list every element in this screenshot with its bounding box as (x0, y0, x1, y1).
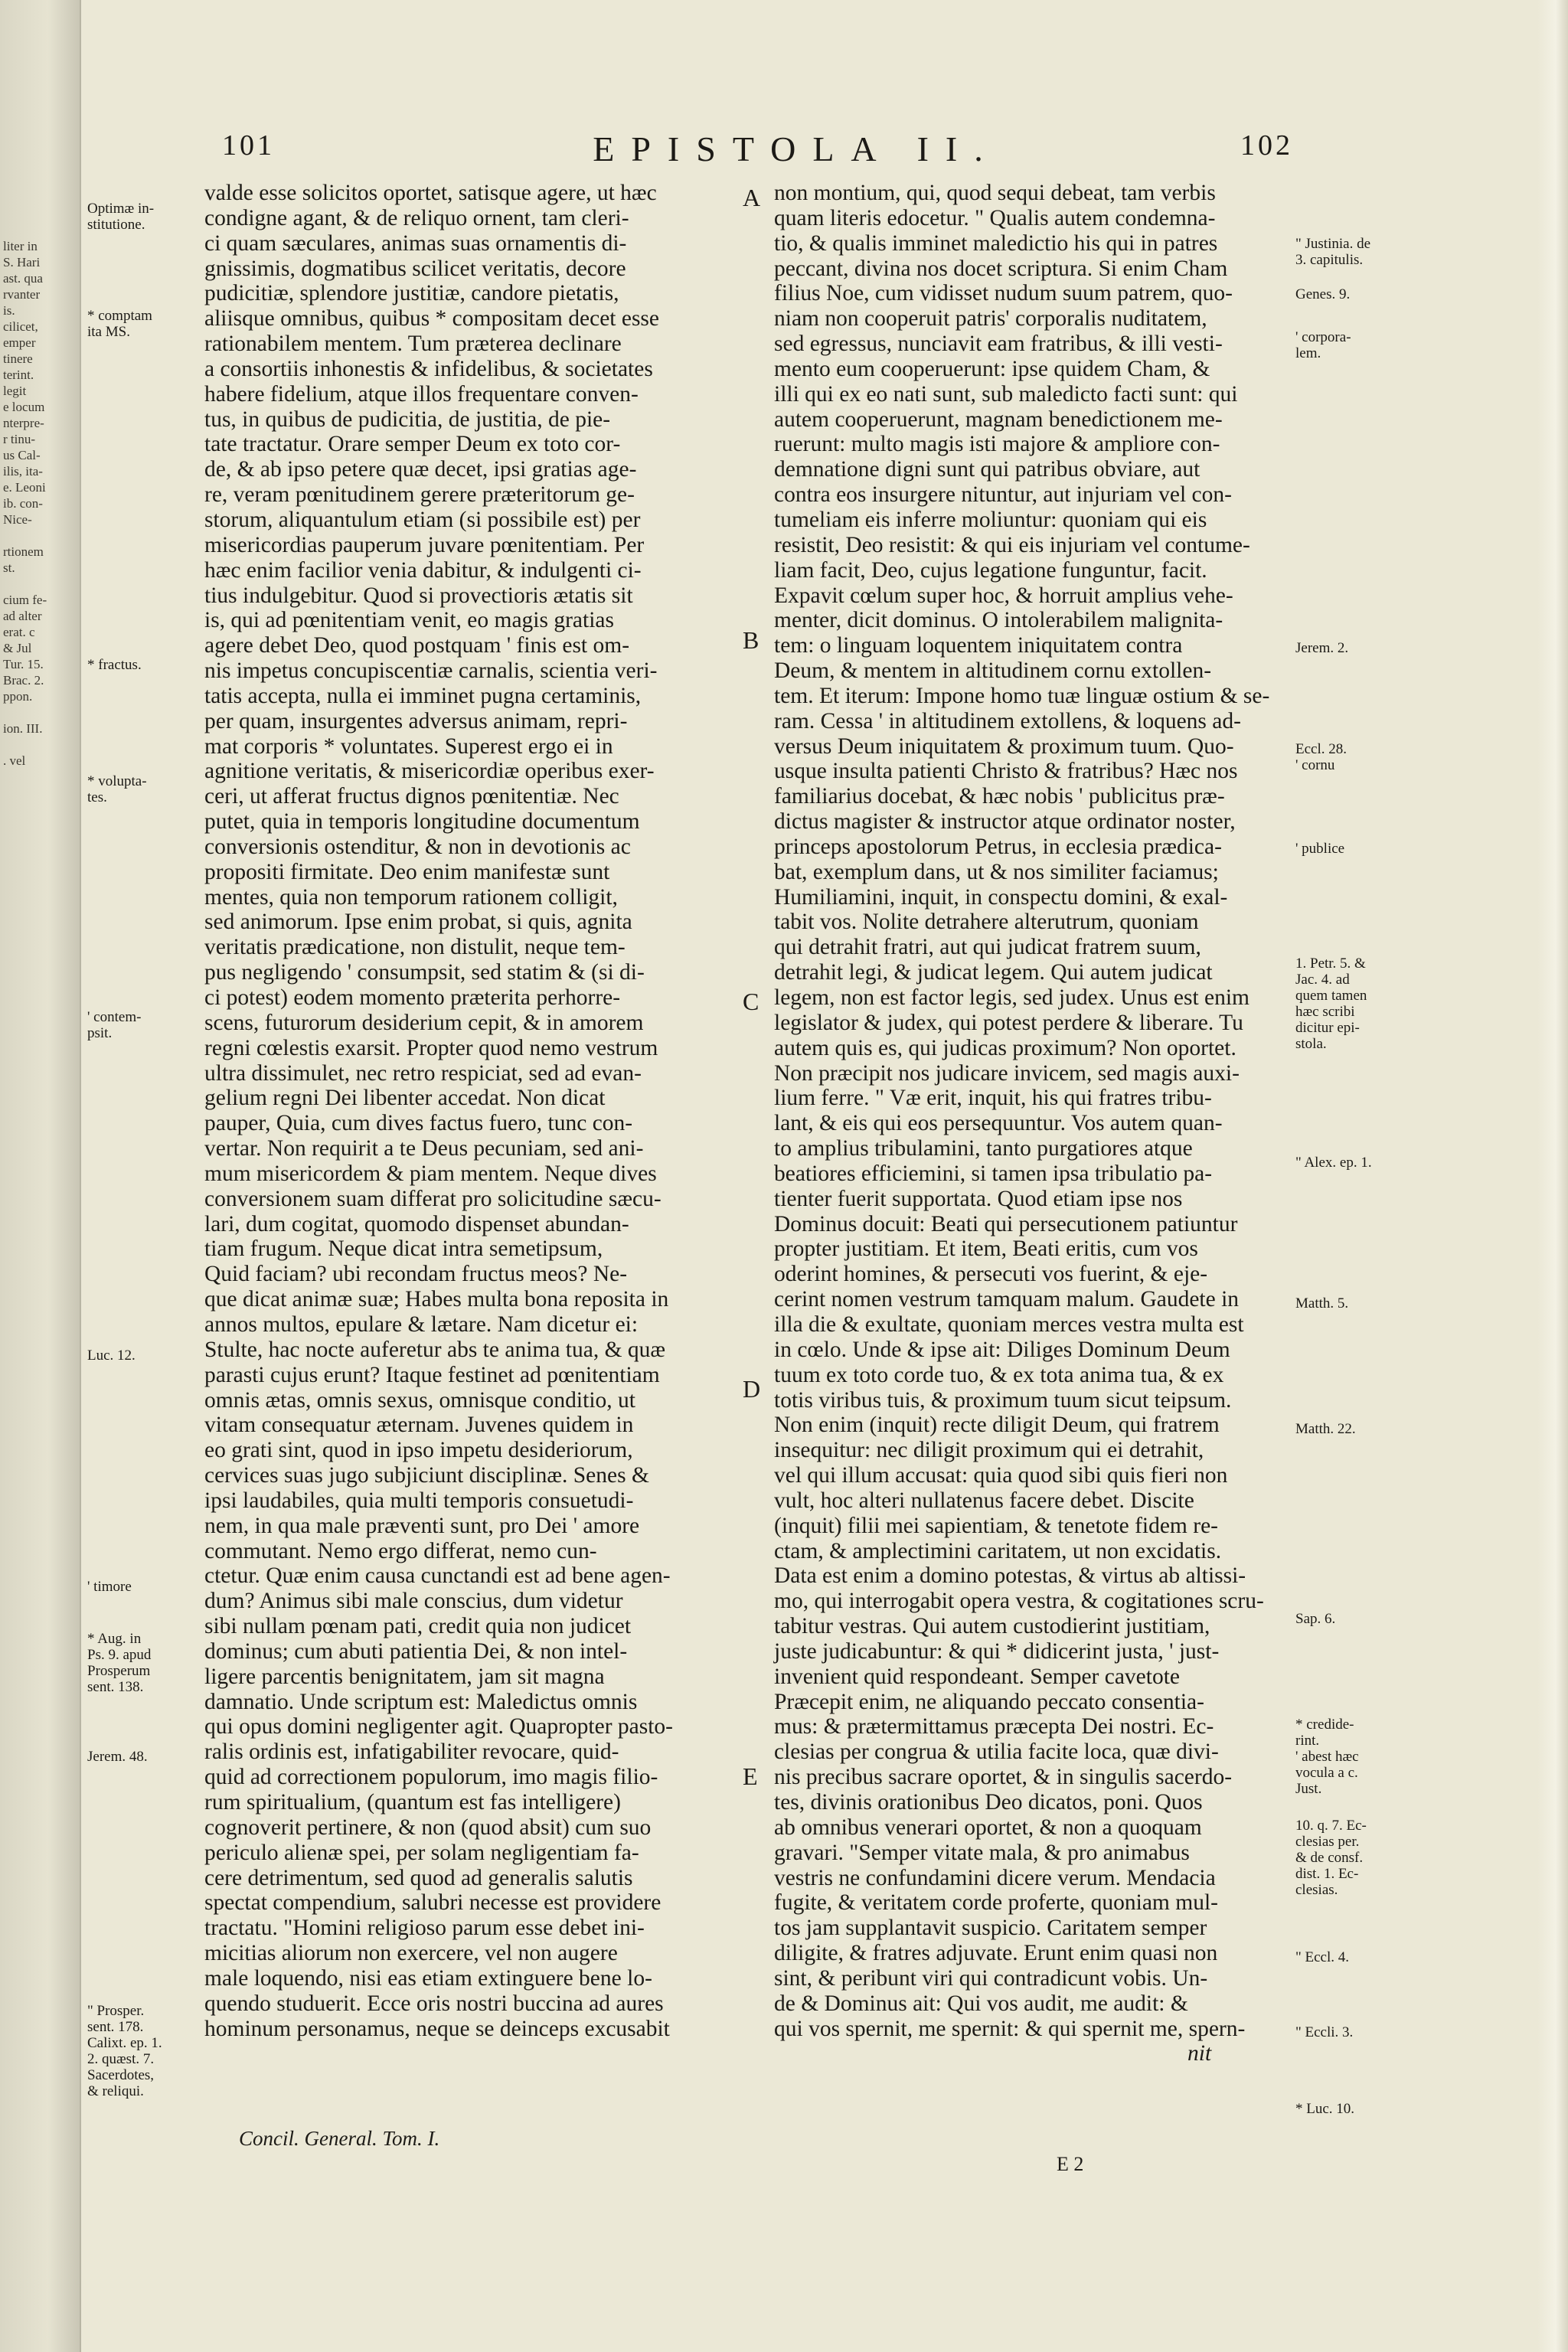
left-text-line: rum spiritualium, (quantum est fas intelligere) (204, 1790, 621, 1815)
left-text-column (204, 181, 734, 2041)
right-text-line: tem: o linguam loquentem iniquitatem contra (774, 633, 1183, 658)
margin-note-voluptates (87, 773, 147, 805)
right-text-line: Deum, & mentem in altitudinem cornu extollen- (774, 658, 1212, 684)
margin-note-line: ' publice (1295, 841, 1345, 857)
right-text-line: qui detrahit fratri, aut qui judicat fratrem suum, (774, 935, 1201, 960)
right-text-line: Humiliamini, inquit, in conspectu domini, & exal- (774, 884, 1228, 910)
right-text-line: Præcepit enim, ne aliquando peccato consentia- (774, 1689, 1204, 1714)
left-text-line: damnatio. Unde scriptum est: Maledictus omnis (204, 1689, 638, 1714)
left-text-line: pauper, Quia, cum dives factus fuero, tunc con- (204, 1111, 633, 1136)
right-text-line: lant, & eis qui eos persequuntur. Vos autem quan- (774, 1111, 1223, 1136)
signature-mark: E 2 (1057, 2153, 1084, 2175)
margin-note-line: Jerem. 2. (1295, 640, 1349, 656)
margin-note-line: * volupta- (87, 773, 147, 789)
left-text-line: Quid faciam? ubi recondam fructus meos? Ne- (204, 1262, 628, 1287)
right-text-line: ram. Cessa ' in altitudinem extollens, & loquens ad- (774, 708, 1241, 733)
right-text-line: tes, divinis orationibus Deo dicatos, poni. Quos (774, 1790, 1203, 1815)
left-text-line: cervices suas jugo subjiciunt disciplinæ. Senes & (204, 1463, 649, 1488)
left-text-line: re, veram pœnitudinem gerere præteritorum ge- (204, 482, 635, 508)
margin-note-line: sent. 178. (87, 2019, 144, 2035)
section-letter-b: B (743, 626, 760, 654)
margin-note-line: Ps. 9. apud (87, 1647, 152, 1663)
left-text-line: dum? Animus sibi male conscius, dum videtur (204, 1589, 623, 1614)
left-text-line: omnis ætas, omnis sexus, omnisque conditio, ut (204, 1387, 635, 1413)
margin-note-line: hæc scribi (1295, 1004, 1355, 1020)
right-text-line: menter, dicit dominus. O intolerabilem malignita- (774, 608, 1223, 633)
right-text-line: tabit vos. Nolite detrahere alterutrum, quoniam (774, 910, 1199, 935)
footer-note: Concil. General. Tom. I. (239, 2127, 440, 2150)
right-text-line: tos jam supplantavit suspicio. Caritatem semper (774, 1916, 1207, 1941)
left-text-line: mum misericordem & piam mentem. Neque dives (204, 1161, 657, 1186)
gutter-fragment: liter in (3, 239, 38, 253)
margin-note-line: Prosperum (87, 1663, 151, 1679)
margin-note-ecclesias-per (1295, 1818, 1367, 1898)
margin-note-petr-jac (1295, 956, 1367, 1052)
gutter-fragment: ion. III. (3, 721, 43, 736)
margin-note-line: Luc. 12. (87, 1348, 136, 1364)
right-text-line: sint, & peribunt viri qui contradicunt vobis. Un- (774, 1965, 1208, 1991)
gutter-fragment: Nice- (3, 512, 32, 527)
left-text-line: habere fidelium, atque illos frequentare conven- (204, 381, 639, 407)
margin-note-line: * credide- (1295, 1717, 1354, 1733)
right-text-line: demnatione digni sunt qui patribus obviare, aut (774, 457, 1200, 482)
gutter-fragment: e locum (3, 400, 45, 414)
left-text-line: quid ad correctionem populorum, imo magis filio- (204, 1765, 658, 1790)
margin-note-line: rint. (1295, 1733, 1320, 1749)
left-text-line: a consortiis inhonestis & infidelibus, & societates (204, 356, 653, 381)
margin-note-line: " Eccl. 4. (1295, 1949, 1350, 1965)
margin-note-line: " Alex. ep. 1. (1295, 1155, 1372, 1171)
right-text-line: contra eos insurgere nituntur, aut injuriam vel con- (774, 482, 1232, 508)
margin-note-jerem-48 (87, 1749, 148, 1765)
margin-note-line: lem. (1295, 345, 1321, 361)
margin-note-line: " Prosper. (87, 2003, 145, 2019)
margin-note-publice (1295, 841, 1344, 857)
left-text-line: hominum personamus, neque se deinceps excusabit (204, 2016, 670, 2041)
margin-note-genes-9 (1295, 286, 1350, 302)
left-text-line: storum, aliquantulum etiam (si possibile est) per (204, 507, 641, 532)
margin-note-line: Sacerdotes, (87, 2067, 155, 2083)
left-text-line: pus negligendo ' consumpsit, sed statim & (si di- (204, 960, 645, 985)
left-text-line: scens, futurorum desiderium cepit, & in amorem (204, 1010, 644, 1035)
left-text-line: ctetur. Quæ enim causa cunctandi est ad bene agen- (204, 1563, 671, 1589)
left-text-line: vertar. Non requirit a te Deus pecuniam, sed ani- (204, 1136, 644, 1161)
left-text-line: gelium regni Dei libenter accedat. Non dicat (204, 1086, 606, 1111)
left-text-line: pudicitiæ, splendore justitiæ, candore pietatis, (204, 281, 619, 306)
margin-note-line: & reliqui. (87, 2083, 144, 2099)
margin-note-line: Matth. 5. (1295, 1295, 1349, 1312)
right-text-line: autem cooperuerunt, magnam benedictionem me- (774, 407, 1223, 432)
left-text-line: cere detrimentum, sed quod ad generalis salutis (204, 1865, 633, 1890)
left-text-line: mat corporis * voluntates. Superest ergo ei in (204, 733, 613, 759)
right-text-line: nis precibus sacrare oportet, & in singulis sacerdo- (774, 1765, 1233, 1790)
right-text-line: (inquit) filii mei sapientiam, & tenetote fidem re- (774, 1513, 1218, 1538)
margin-note-line: * fractus. (87, 657, 142, 673)
margin-note-line: Eccl. 28. (1295, 741, 1348, 757)
right-text-line: totis viribus tuis, & proximum tuum sicut teipsum. (774, 1387, 1232, 1413)
right-text-line: usque insulta patienti Christo & fratribus? Hæc nos (774, 759, 1238, 784)
left-text-line: tus, in quibus de pudicitia, de justitia, de pie- (204, 407, 611, 432)
gutter-fragment: S. Hari (3, 255, 41, 270)
right-text-line: tumeliam eis inferre moliuntur: quoniam qui eis (774, 507, 1207, 532)
left-text-line: annos multos, epulare & lætare. Nam dicetur ei: (204, 1312, 639, 1337)
margin-note-line: 1. Petr. 5. & (1295, 956, 1366, 972)
left-text-line: parasti cujus erunt? Itaque festinet ad pœnitentiam (204, 1362, 660, 1387)
margin-note-line: * comptam (87, 308, 152, 324)
running-title: EPISTOLA II. (593, 129, 1000, 168)
margin-note-crediderint (1295, 1717, 1359, 1797)
left-text-line: regni cœlestis exarsit. Propter quod nemo vestrum (204, 1035, 658, 1060)
margin-note-alex-ep (1295, 1155, 1372, 1171)
right-text-line: tuum ex toto corde tuo, & ex tota anima tua, & ex (774, 1362, 1224, 1387)
margin-note-line: * Aug. in (87, 1631, 142, 1647)
right-text-line: ab omnibus venerari oportet, & non a quoquam (774, 1815, 1202, 1840)
margin-note-justinia-3-capitulis (1295, 236, 1370, 268)
gutter-fragment: . vel (3, 753, 26, 768)
margin-note-jerem-2 (1295, 640, 1348, 656)
margin-note-line: Calixt. ep. 1. (87, 2035, 162, 2051)
left-text-line: tius indulgebitur. Quod si provectioris ætatis sit (204, 583, 633, 608)
right-text-line: Data est enim a domino potestas, & virtus ab altissi- (774, 1563, 1246, 1589)
margin-note-eccli-3 (1295, 2024, 1353, 2040)
gutter-fragment: cium fe- (3, 593, 47, 607)
margin-note-line: " Eccli. 3. (1295, 2024, 1354, 2040)
left-text-line: sed animorum. Ipse enim probat, si quis, agnita (204, 910, 632, 935)
right-text-line: diligite, & fratres adjuvate. Erunt enim quasi non (774, 1941, 1218, 1966)
right-text-line: detrahit legi, & judicat legem. Qui autem judicat (774, 960, 1213, 985)
right-text-line: niam non cooperuit patris' corporalis nuditatem, (774, 306, 1207, 332)
right-text-line: Dominus docuit: Beati qui persecutionem patiuntur (774, 1211, 1238, 1236)
gutter-fragment: legit (3, 384, 27, 398)
right-text-tail: nit (1187, 2041, 1212, 2066)
right-text-line: autem quis es, qui judicas proximum? Non oportet. (774, 1035, 1236, 1060)
right-text-line: mus: & prætermittamus præcepta Dei nostri. Ec- (774, 1714, 1214, 1740)
left-text-line: ci potest) eodem momento præterita perhorre- (204, 985, 621, 1010)
right-text-line: insequitur: nec diligit proximum qui ei detrahit, (774, 1438, 1204, 1463)
margin-note-line: tes. (87, 789, 107, 805)
left-text-line: male loquendo, nisi eas etiam extinguere bene lo- (204, 1965, 652, 1991)
left-text-line: aliisque omnibus, quibus * compositam decet esse (204, 306, 660, 332)
left-text-line: de, & ab ipso petere quæ decet, ipsi gratias age- (204, 457, 637, 482)
left-page-number: 101 (222, 129, 275, 162)
left-text-line: tate tractatur. Orare semper Deum ex toto cor- (204, 432, 621, 457)
margin-note-line: 10. q. 7. Ec- (1295, 1818, 1367, 1834)
right-text-line: invenient quid respondeant. Semper cavetote (774, 1664, 1181, 1689)
gutter-fragment: us Cal- (3, 448, 41, 462)
margin-note-prosper-sent (87, 2003, 162, 2099)
right-text-line: quam literis edocetur. " Qualis autem condemna- (774, 205, 1216, 230)
gutter-fragment: ppon. (3, 689, 33, 704)
margin-note-luc-10 (1295, 2101, 1354, 2117)
gutter-fragment: ilis, ita- (3, 464, 43, 479)
right-text-line: princeps apostolorum Petrus, in ecclesia prædica- (774, 834, 1222, 859)
right-text-line: vestris ne confundamini dicere verum. Mendacia (774, 1865, 1216, 1890)
left-text-line: tractatu. "Homini religioso parum esse debet ini- (204, 1916, 645, 1941)
right-text-line: tienter fuerit supportata. Quod etiam ipse nos (774, 1186, 1183, 1211)
margin-note-line: Optimæ in- (87, 201, 155, 217)
right-text-line: beatiores efficiemini, si tamen ipsa tribulatio pa- (774, 1161, 1213, 1186)
section-letter-d: D (743, 1375, 761, 1403)
left-text-line: cognoverit pertinere, & non (quod absit) cum suo (204, 1815, 652, 1840)
margin-note-line: ' contem- (87, 1009, 142, 1025)
right-text-line: resistit, Deo resistit: & qui eis injuriam vel contume- (774, 532, 1250, 557)
gutter-fragment: Tur. 15. (3, 657, 44, 671)
section-letter-a: A (743, 184, 761, 211)
margin-note-eccl-28-cornu (1295, 741, 1347, 773)
right-text-line: clesias per congrua & utilia facite loca, quæ divi- (774, 1740, 1219, 1765)
margin-note-line: stola. (1295, 1036, 1327, 1052)
margin-note-line: stitutione. (87, 217, 145, 233)
left-text-line: rationabilem mentem. Tum præterea declinare (204, 332, 622, 357)
margin-note-line: Matth. 22. (1295, 1421, 1356, 1437)
margin-note-fractus (87, 657, 142, 673)
right-text-line: tio, & qualis imminet maledictio his qui in patres (774, 230, 1218, 256)
left-text-line: tatis accepta, nulla ei imminet pugna certaminis, (204, 683, 642, 708)
left-text-line: spectat compendium, salubri necesse est providere (204, 1890, 662, 1916)
margin-note-line: ita MS. (87, 324, 130, 340)
left-text-line: que dicat animæ suæ; Habes multa bona reposita in (204, 1287, 669, 1312)
margin-note-line: Just. (1295, 1781, 1322, 1797)
left-text-line: conversionem suam differat pro solicitudine sæcu- (204, 1186, 662, 1211)
right-text-column (774, 181, 1295, 2066)
left-text-line: putet, quia in temporis longitudine documentum (204, 809, 640, 835)
gutter-fragment: ad alter (3, 609, 42, 623)
right-text-line: sed egressus, nunciavit eam fratribus, & illi vesti- (774, 332, 1223, 357)
gutter-fragment: st. (3, 560, 15, 575)
section-letter-c: C (743, 988, 760, 1015)
gutter-fragment: ast. qua (3, 271, 43, 286)
gutter-fragment: erat. c (3, 625, 35, 639)
margin-note-line: Jac. 4. ad (1295, 972, 1350, 988)
left-text-line: conversionis ostenditur, & non in devotionis ac (204, 834, 631, 859)
margin-note-line: Jerem. 48. (87, 1749, 148, 1765)
left-text-line: misericordias pauperum juvare pœnitentiam. Per (204, 532, 645, 557)
right-text-line: qui vos spernit, me spernit: & qui spernit me, spern- (774, 2016, 1246, 2041)
right-text-line: tem. Et iterum: Impone homo tuæ linguæ ostium & se- (774, 683, 1270, 708)
right-text-line: ruerunt: multo magis isti majore & ampliore con- (774, 432, 1220, 457)
margin-note-comptam-ms (87, 308, 152, 340)
gutter-fragment: nterpre- (3, 416, 44, 430)
gutter-fragment: rvanter (3, 287, 41, 302)
margin-note-line: Genes. 9. (1295, 286, 1351, 302)
left-text-line: ralis ordinis est, infatigabiliter revocare, quid- (204, 1740, 619, 1765)
gutter-fragment: tinere (3, 351, 33, 366)
gutter-fragment: rtionem (3, 544, 44, 559)
left-text-line: gnissimis, dogmatibus scilicet veritatis, decore (204, 256, 626, 281)
right-text-line: lium ferre. " Væ erit, inquit, his qui fratres tribu- (774, 1086, 1212, 1111)
right-text-line: fugite, & veritatem corde proferte, quoniam mul- (774, 1890, 1218, 1916)
gutter-fragment: r tinu- (3, 432, 36, 446)
left-text-line: valde esse solicitos oportet, satisque agere, ut hæc (204, 181, 657, 205)
right-text-line: mo, qui interrogabit opera vestra, & cogitationes scru- (774, 1589, 1264, 1614)
gutter-fragment: & Jul (3, 641, 32, 655)
left-text-line: vitam consequatur æternam. Juvenes quidem in (204, 1413, 634, 1438)
margin-note-line: 2. quæst. 7. (87, 2051, 155, 2067)
gutter-fragment: ib. con- (3, 496, 43, 511)
section-letter-e: E (743, 1762, 758, 1790)
left-text-line: micitias aliorum non exercere, vel non augere (204, 1941, 618, 1966)
margin-note-line: dist. 1. Ec- (1295, 1866, 1359, 1882)
left-text-line: nem, in qua male præventi sunt, pro Dei ' amore (204, 1513, 640, 1538)
right-text-line: liam facit, Deo, cujus legatione funguntur, facit. (774, 557, 1207, 583)
gutter-fragment: terint. (3, 368, 34, 382)
margin-note-timore (87, 1579, 132, 1595)
right-text-line: illa die & exultate, quoniam merces vestra multa est (774, 1312, 1244, 1337)
right-text-line: oderint homines, & persecuti vos fuerint, & eje- (774, 1262, 1208, 1287)
margin-note-luc-12 (87, 1348, 136, 1364)
gutter-fragment: e. Leoni (3, 480, 46, 495)
margin-note-sap-6 (1295, 1611, 1335, 1627)
right-text-line: to amplius tribulamini, tanto purgatiores atque (774, 1136, 1193, 1161)
margin-note-line: sent. 138. (87, 1679, 144, 1695)
left-text-line: periculo alienæ spei, per solam negligentiam fa- (204, 1840, 639, 1865)
left-text-line: propositi firmitate. Deo enim manifestæ sunt (204, 859, 610, 884)
right-page-number: 102 (1240, 129, 1293, 162)
margin-note-line: dicitur epi- (1295, 1020, 1360, 1036)
right-text-line: Expavit cœlum super hoc, & horruit amplius vehe- (774, 583, 1233, 608)
left-text-line: per quam, insurgentes adversus animam, repri- (204, 708, 628, 733)
margin-note-line: ' timore (87, 1579, 132, 1595)
left-text-line: ultra dissimulet, nec retro respiciat, sed ad evan- (204, 1060, 642, 1086)
gutter-fragment: Brac. 2. (3, 673, 44, 688)
right-text-line: mento eum cooperuerunt: ipse quidem Cham, & (774, 356, 1210, 381)
right-text-line: peccant, divina nos docet scriptura. Si enim Cham (774, 256, 1228, 281)
left-text-line: eo grati sint, quod in ipso impetu desideriorum, (204, 1438, 633, 1463)
right-text-line: legem, non est factor legis, sed judex. Unus est enim (774, 985, 1250, 1010)
right-text-line: non montium, qui, quod sequi debeat, tam verbis (774, 181, 1216, 205)
margin-note-line: clesias. (1295, 1882, 1338, 1898)
right-text-line: propter justitiam. Et item, Beati eritis, cum vos (774, 1236, 1198, 1262)
left-text-line: quendo studuerit. Ecce oris nostri buccina ad aures (204, 1991, 664, 2016)
margin-note-line: clesias per. (1295, 1834, 1360, 1850)
left-text-line: condigne agant, & de reliquo ornent, tam cleri- (204, 205, 629, 230)
margin-note-contempsit (87, 1009, 141, 1041)
right-text-line: gravari. "Semper vitate mala, & pro animabus (774, 1840, 1190, 1865)
left-text-line: ligere parcentis benignitatem, jam sit magna (204, 1664, 605, 1689)
left-text-line: ceri, ut afferat fructus dignos pœnitentiæ. Nec (204, 784, 619, 809)
previous-page-gutter (0, 0, 81, 2352)
right-text-line: vel qui illum accusat: quia quod sibi quis fieri non (774, 1463, 1228, 1488)
left-text-line: ipsi laudabiles, quia multi temporis consuetudi- (204, 1488, 634, 1513)
right-text-line: bat, exemplum dans, ut & nos similiter faciamus; (774, 859, 1219, 884)
right-text-line: Non præcipit nos judicare invicem, sed magis auxi- (774, 1060, 1240, 1086)
right-text-line: vult, hoc alteri nullatenus facere debet. Discite (774, 1488, 1194, 1513)
right-text-line: versus Deum iniquitatem & proximum tuum. Quo- (774, 733, 1234, 759)
right-text-line: tabitur vestras. Qui autem custodierint justitiam, (774, 1614, 1210, 1639)
left-text-line: Stulte, hac nocte auferetur abs te anima tua, & quæ (204, 1337, 666, 1362)
left-text-line: nis impetus concupiscentiæ carnalis, scientia veri- (204, 658, 658, 684)
margin-note-line: psit. (87, 1025, 113, 1041)
margin-note-optimae-institutione (87, 201, 154, 233)
right-text-line: dictus magister & instructor atque ordinator noster, (774, 809, 1236, 835)
margin-note-line: vocula a c. (1295, 1765, 1358, 1781)
margin-note-aug-in-ps (87, 1631, 151, 1695)
margin-note-line: ' abest hæc (1295, 1749, 1359, 1765)
margin-note-line: 3. capitulis. (1295, 252, 1364, 268)
right-text-line: de & Dominus ait: Qui vos audit, me audit: & (774, 1991, 1188, 2016)
right-text-line: juste judicabuntur: & qui * didicerint justa, ' just- (774, 1638, 1220, 1664)
margin-note-line: ' cornu (1295, 757, 1335, 773)
page-fold-shadow (1537, 0, 1568, 2352)
left-text-line: dominus; cum abuti patientia Dei, & non intel- (204, 1638, 628, 1664)
margin-note-corporalem (1295, 329, 1351, 361)
margin-note-matth-5 (1295, 1295, 1348, 1312)
left-text-line: agnitione veritatis, & misericordiæ operibus exer- (204, 759, 655, 784)
margin-note-eccl-4 (1295, 1949, 1349, 1965)
gutter-fragment: emper (3, 335, 36, 350)
left-text-line: is, qui ad pœnitentiam venit, eo magis gratias (204, 608, 614, 633)
right-text-line: filius Noe, cum vidisset nudum suum patrem, quo- (774, 281, 1233, 306)
right-text-line: cerint nomen vestrum tamquam malum. Gaudete in (774, 1287, 1240, 1312)
right-text-line: illi qui ex eo nati sunt, sub maledicto facti sunt: qui (774, 381, 1238, 407)
left-text-line: agere debet Deo, quod postquam ' finis est om- (204, 633, 630, 658)
margin-note-line: * Luc. 10. (1295, 2101, 1355, 2117)
margin-note-line: Sap. 6. (1295, 1611, 1336, 1627)
left-text-line: sibi nullam pœnam pati, credit quia non judicet (204, 1614, 632, 1639)
right-text-line: legislator & judex, qui potest perdere & liberare. Tu (774, 1010, 1243, 1035)
margin-note-line: " Justinia. de (1295, 236, 1370, 252)
left-text-line: mentes, quia non temporum rationem colligit, (204, 884, 618, 910)
margin-note-matth-22 (1295, 1421, 1356, 1437)
right-text-line: familiarius docebat, & hæc nobis ' publicitus præ- (774, 784, 1225, 809)
margin-note-line: quem tamen (1295, 988, 1367, 1004)
gutter-fragment: is. (3, 303, 15, 318)
margin-note-line: & de consf. (1295, 1850, 1364, 1866)
right-text-line: ctam, & amplectimini caritatem, ut non excidatis. (774, 1538, 1222, 1563)
right-text-line: Non enim (inquit) recte diligit Deum, qui fratrem (774, 1413, 1220, 1438)
left-text-line: lari, dum cogitat, quomodo dispenset abundan- (204, 1211, 629, 1236)
margin-note-line: ' corpora- (1295, 329, 1351, 345)
left-text-line: commutant. Nemo ergo differat, nemo cun- (204, 1538, 597, 1563)
left-text-line: qui opus domini negligenter agit. Quapropter pasto- (204, 1714, 673, 1740)
left-text-line: ci quam sæculares, animas suas ornamentis di- (204, 230, 627, 256)
right-text-line: in cœlo. Unde & ipse ait: Diliges Dominum Deum (774, 1337, 1230, 1362)
gutter-fragment: cilicet, (3, 319, 38, 334)
left-text-line: hæc enim facilior venia dabitur, & indulgenti ci- (204, 557, 642, 583)
left-text-line: veritatis prædicatione, non distulit, neque tem- (204, 935, 626, 960)
left-text-line: tiam frugum. Neque dicat intra semetipsum, (204, 1236, 603, 1262)
